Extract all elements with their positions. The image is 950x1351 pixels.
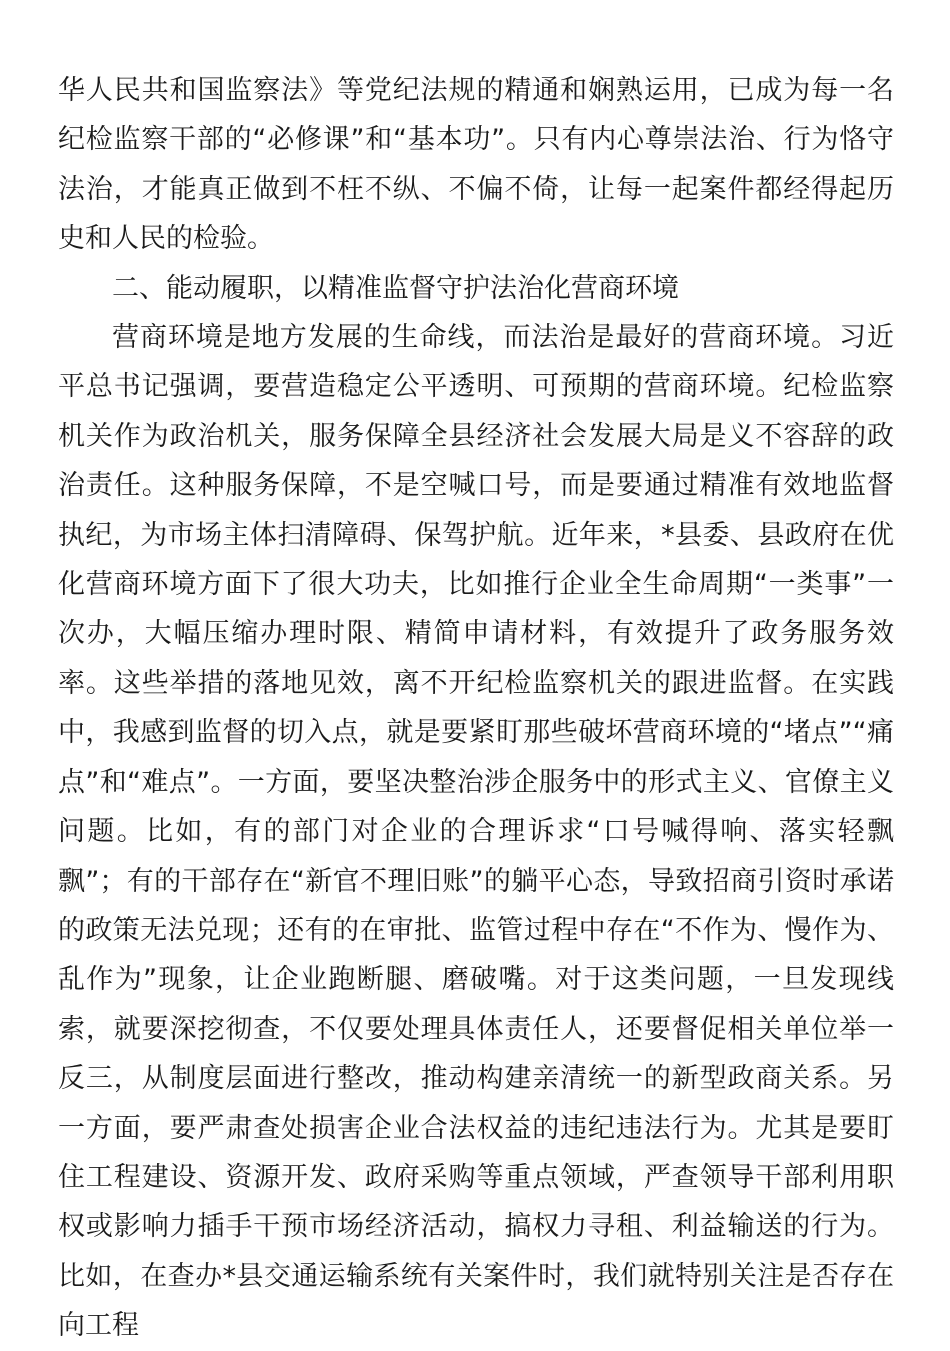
paragraph-continued: 华人民共和国监察法》等党纪法规的精通和娴熟运用，已成为每一名纪检监察干部的“必修课”和“基本功”。只有内心尊崇法治、行为恪守法治，才能真正做到不枉不纵、不偏不倚，让每一起案件都经得起历史和人民的检验。 bbox=[58, 75, 894, 255]
section-heading: 二、能动履职，以精准监督守护法治化营商环境 bbox=[112, 272, 679, 304]
document-body bbox=[58, 66, 894, 1351]
paragraph-body: 营商环境是地方发展的生命线，而法治是最好的营商环境。习近平总书记强调，要营造稳定公平透明、可预期的营商环境。纪检监察机关作为政治机关，服务保障全县经济社会发展大局是义不容辞的政治责任。这种服务保障，不是空喊口号，而是要通过精准有效地监督执纪，为市场主体扫清障碍、保驾护航。近年来，*县委、县政府在优化营商环境方面下了很大功夫，比如推行企业全生命周期“一类事”一次办，大幅压缩办理时限、精简申请材料，有效提升了政务服务效率。这些举措的落地见效，离不开纪检监察机关的跟进监督。在实践中，我感到监督的切入点，就是要紧盯那些破坏营商环境的“堵点”“痛点”和“难点”。一方面，要坚决整治涉企服务中的形式主义、官僚主义问题。比如，有的部门对企业的合理诉求“口号喊得响、落实轻飘飘”；有的干部存在“新官不理旧账”的躺平心态，导致招商引资时承诺的政策无法兑现；还有的在审批、监管过程中存在“不作为、慢作为、乱作为”现象，让企业跑断腿、磨破嘴。对于这类问题，一旦发现线索，就要深挖彻查，不仅要处理具体责任人，还要督促相关单位举一反三，从制度层面进行整改，推动构建亲清统一的新型政商关系。另一方面，要严肃查处损害企业合法权益的违纪违法行为。尤其是要盯住工程建设、资源开发、政府采购等重点领域，严查领导干部利用职权或影响力插手干预市场经济活动，搞权力寻租、利益输送的行为。比如，在查办*县交通运输系统有关案件时，我们就特别关注是否存在向工程 bbox=[58, 322, 894, 1342]
